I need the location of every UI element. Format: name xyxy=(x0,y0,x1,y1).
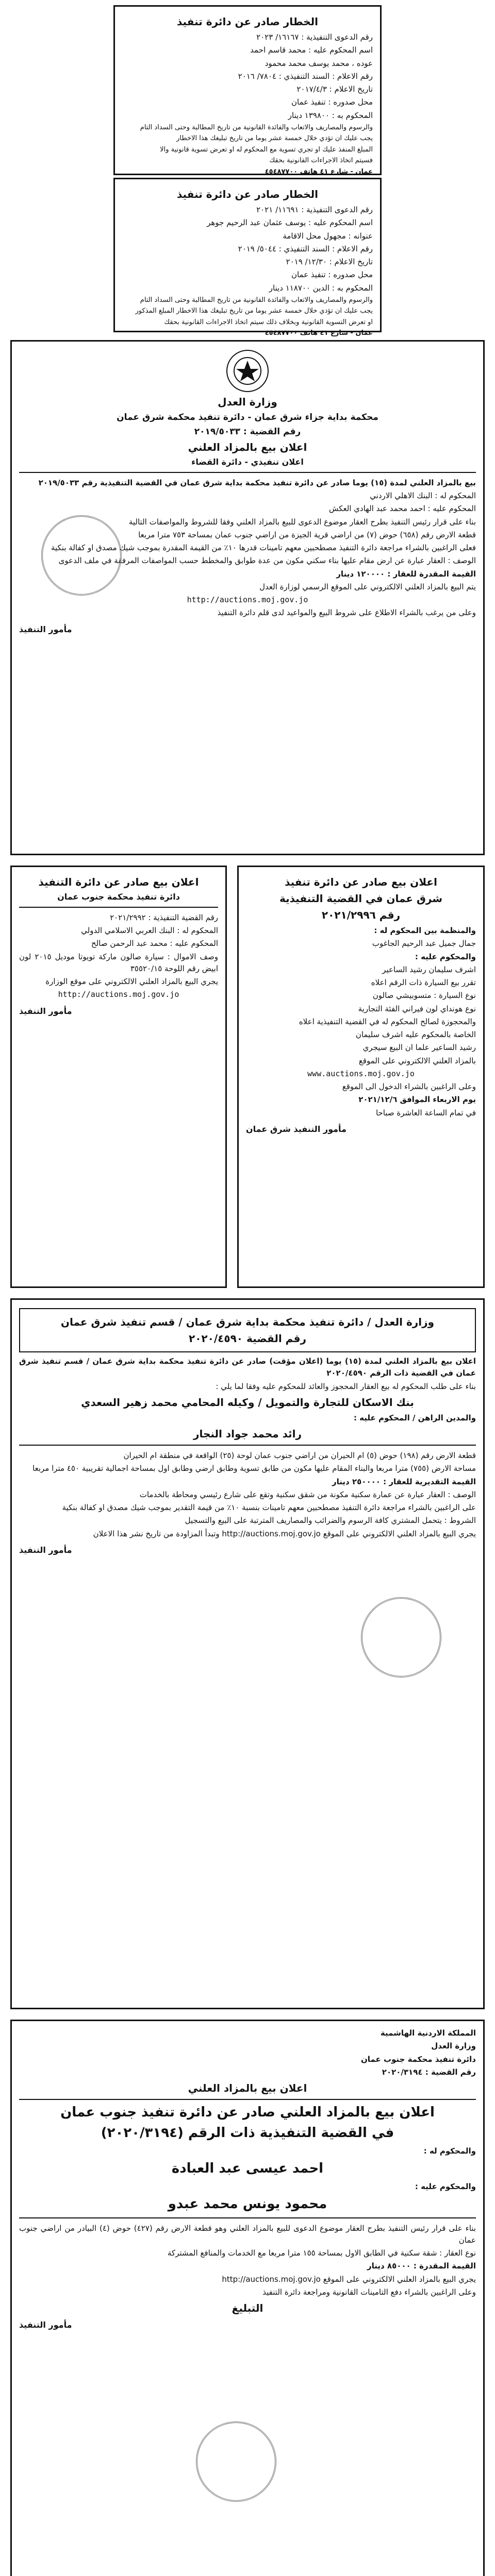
notice3b-vehicle-color: نوع هونداي لون فيراني الفئة التجارية xyxy=(358,1004,476,1013)
notice1-ruling-date: تاريخ الاعلام : ٢٠١٧/٤/٣ xyxy=(296,84,373,94)
notice4-request: بناء على طلب المحكوم له بيع العقار المحجوز والعائد للمحكوم عليه وفقا لما يلي : xyxy=(216,1381,476,1391)
notice4-deposit: على الراغبين بالشراء مراجعة دائرة التنفيذ مصطحبين معهم تامينات بنسبة ١٠٪ من قيمة التقدير بموجب شيك مصدق او كفالة بنكية xyxy=(62,1503,476,1512)
notice5-online: يجري البيع بالمزاد العلني الالكتروني على الموقع http://auctions.moj.gov.jo xyxy=(222,2274,476,2284)
notice3b-plaintiff: جمال جميل عبد الرحيم الجاغوب xyxy=(372,939,476,948)
notice5-kingdom: المملكة الاردنية الهاشمية xyxy=(380,2028,476,2038)
notice1-address: عمان - شارع ٤١ هاتف ٤٥٤٨٧٧٠٠ xyxy=(265,167,373,176)
notice2-online: يتم البيع بالمزاد العلني الالكتروني على الموقع الرسمي لوزارة العدل xyxy=(259,582,476,591)
notice2-signature: مأمور التنفيذ xyxy=(19,624,72,634)
notice5-ministry: وزارة العدل xyxy=(431,2041,476,2051)
notice3b-defendant: اشرف سليمان رشيد الساعير xyxy=(382,964,476,974)
notice1b-ruling-number: رقم الاعلام : السند التنفيذي : ٥٠٤٤/ ٢٠١٩ xyxy=(238,244,373,253)
notice3b-decision: تقرر بيع السيارة ذات الرقم اعلاه xyxy=(371,978,476,987)
notice3-defendant: المحكوم عليه : محمد عبد الرحمن صالح xyxy=(91,939,218,948)
notice2-court: محكمة بداية جزاء شرق عمان - دائرة تنفيذ محكمة شرق عمان xyxy=(117,412,378,422)
notice3b-seized: والمحجوزة لصالح المحكوم له في القضية التنفيذية اعلاه xyxy=(299,1016,476,1026)
notice3b-plaintiff-label: والمنظمة بين المحكوم له : xyxy=(374,926,476,935)
notice1-defendant: اسم المحكوم عليه : محمد قاسم احمد xyxy=(250,45,373,55)
notice5-heading: اعلان بيع بالمزاد العلني xyxy=(188,2082,307,2094)
notice1-issued-at: محل صدوره : تنفيذ عمان xyxy=(291,97,373,107)
notice3b-owner: الخاصة بالمحكوم عليه اشرف سليمان xyxy=(355,1030,476,1039)
notice5-notification: التبليغ xyxy=(232,2302,263,2315)
notice5-property: نوع العقار : شقة سكنية في الطابق الاول بمساحة ١٥٥ مترا مربعا مع الخدمات والمنافع المشتركة xyxy=(167,2248,476,2258)
notice2-ministry: وزارة العدل xyxy=(218,396,277,408)
notice4-value: القيمة التقديرية للعقار : ٢٥٠٠٠٠ دينار xyxy=(332,1477,476,1486)
notice4-intro: اعلان بيع بالمزاد العلني لمدة (١٥) يوما (اعلان مؤقت) صادر عن دائرة تنفيذ محكمة بداية شرق عمان / قسم تنفيذ شرق عمان في القضية ذات الرقم ٢٠٢٠/٤٥٩٠ xyxy=(19,1357,476,1378)
notice5-defendant: محمود يونس محمد عبدو xyxy=(168,2196,327,2212)
notice3-signature: مأمور التنفيذ xyxy=(19,1006,72,1016)
notice2-value: القيمة المقدرة للعقار : ١٢٠٠٠٠ دينار xyxy=(336,569,476,579)
notice1-case-number: رقم الدعوى التنفيذية : ١٦١٦٧/ ٢٠٢٣ xyxy=(256,32,373,42)
notice3b-heading: اعلان بيع صادر عن دائرة تنفيذ xyxy=(285,876,437,888)
notice1-heading: الخطار صادر عن دائرة تنفيذ xyxy=(176,15,319,28)
notice2-deposit: فعلى الراغبين بالشراء مراجعة دائرة التنفيذ مصطحبين معهم تامينات قدرها ١٠٪ من القيمة المقدرة بموجب شيك مصدق او كفالة بنكية xyxy=(51,543,476,553)
notice1b-instruction-2: او تعرض التسوية القانونية وبخلاف ذلك سيتم اتخاذ الاجراءات القانونية بحقك xyxy=(164,318,373,326)
notice2-case-number: رقم القضية : ٢٠١٩/٥٠٣٣ xyxy=(194,427,301,437)
ministry-emblem xyxy=(226,350,269,392)
notice4-online: يجري البيع بالمزاد العلني الالكتروني على الموقع http://auctions.moj.gov.jo وتبدأ المزاودة من تاريخ نشر هذا الاعلان xyxy=(93,1529,476,1538)
notice1-amount: المحكوم به : ١٣٩٨٠٠ دينار xyxy=(288,110,373,120)
notice3b-owner-2: رشيد الساعير علما ان البيع سيجري xyxy=(362,1043,476,1053)
notice4-property: قطعة الارض رقم (١٩٨) حوض (٥) ام الحيران من اراضي جنوب عمان لوحة (٢٥) الواقعة في منطقة ام الحيران xyxy=(123,1451,476,1460)
notice2-plaintiff: المحكوم له : البنك الاهلي الاردني xyxy=(370,491,476,501)
notice5-plaintiff-label: والمحكوم له : xyxy=(423,2146,476,2156)
notice4-plaintiff: بنك الاسكان للتجارة والتمويل / وكيله المحامي محمد زهير السعدي xyxy=(81,1396,414,1409)
watermark-stamp xyxy=(196,2421,276,2502)
notice-auction-east-amman xyxy=(10,340,485,855)
notice2-property: قطعة الارض رقم (٦٥٨) حوض (٧) من اراضي قرية الجيزة من اراضي جنوب عمان بمساحة ٧٥٣ مترا مربعا xyxy=(138,530,476,539)
notice5-value: القيمة المقدرة : ٨٥٠٠٠ دينار xyxy=(367,2261,476,2271)
notice5-title-2: في القضية التنفيذية ذات الرقم (٢٠٢٠/٣١٩٤) xyxy=(101,2125,394,2141)
notice3-online: يجري البيع بالمزاد العلني الالكتروني على موقع الوزارة xyxy=(45,977,218,987)
notice1-instruction: يجب عليك ان تؤدي خلال خمسة عشر يوما من تاريخ تبليغك هذا الاخطار xyxy=(176,134,373,143)
notice3b-defendant-label: والمحكوم عليه : xyxy=(415,952,476,961)
notice5-signature: مأمور التنفيذ xyxy=(19,2320,72,2330)
notice-enforcement-2 xyxy=(113,178,382,337)
notice5-defendant-label: والمحكوم عليه : xyxy=(415,2181,476,2191)
notice4-header: وزارة العدل / دائرة تنفيذ محكمة بداية شرق عمان / قسم تنفيذ شرق عمان xyxy=(60,1316,435,1328)
notice5-plaintiff: احمد عيسى عبد العبادة xyxy=(171,2160,324,2176)
notice3-court: دائرة تنفيذ محكمة جنوب عمان xyxy=(57,892,180,902)
notice3b-vehicle-type: نوع السيارة : متسوبيشي صالون xyxy=(372,991,476,1001)
notice1b-office: عمان - شارع ٤١ هاتف ٤٥٤٨٧٧٠٠ xyxy=(265,329,373,337)
watermark-stamp xyxy=(361,1597,441,1677)
notice3b-instruction: وعلى الراغبين بالشراء الدخول الى الموقع xyxy=(342,1082,476,1091)
notice3b-date: يوم الاربعاء الموافق ٢٠٢١/١٢/٦ xyxy=(358,1095,476,1105)
notice2-auction-url[interactable]: http://auctions.moj.gov.jo xyxy=(187,595,308,605)
notice1-defendant-2: عوده ، محمد يوسف محمد محمود xyxy=(265,58,373,68)
notice5-title: اعلان بيع بالمزاد العلني صادر عن دائرة تنفيذ جنوب عمان xyxy=(60,2105,435,2120)
notice1b-fees: والرسوم والمصاريف والاتعاب والفائدة القانونية من تاريخ المطالبة وحتى السداد التام xyxy=(140,296,373,304)
notice5-department: دائرة تنفيذ محكمة جنوب عمان xyxy=(360,2054,476,2064)
notice-vehicle-sale-east xyxy=(237,866,485,1288)
notice3-property: وصف الاموال : سيارة صالون ماركة تويوتا موديل ٢٠١٥ لون ابيض رقم اللوحة ٣٥٥٢٠/١٥ xyxy=(19,952,219,973)
notice3b-signature: مأمور التنفيذ شرق عمان xyxy=(246,1124,346,1134)
notice3b-auction-url[interactable]: www.auctions.moj.gov.jo xyxy=(307,1069,415,1078)
notice4-defendant: رائد محمد جواد النجار xyxy=(193,1428,302,1440)
divider xyxy=(19,1445,476,1446)
notice5-case-number: رقم القضية : ٢٠٢٠/٣١٩٤ xyxy=(382,2067,476,2077)
notice1b-amount: المحكوم به : الدين ١١٨٧٠٠ دينار xyxy=(269,283,373,293)
notice1-instruction-2: المبلغ المنفذ عليك او تجري تسوية مع المحكوم له او تعرض تسوية قانونية والا xyxy=(160,145,373,154)
divider xyxy=(19,907,218,908)
notice4-conditions: الشروط : يتحمل المشتري كافة الرسوم والضرائب والمصاريف المترتبة على البيع والتسجيل xyxy=(185,1516,476,1526)
notice1b-issued-at: محل صدوره : تنفيذ عمان xyxy=(291,270,373,280)
notice3b-online: بالمزاد العلني الالكتروني على الموقع xyxy=(358,1056,476,1065)
notice2-defendant: المحكوم عليه : احمد محمد عبد الهادي العكش xyxy=(329,504,476,514)
notice4-area: مساحة الارض (٧٥٥) مترا مربعا والبناء المقام عليها مكون من طابق تسوية وطابق ارضي وطابق اول بمساحة اجمالية تقريبية ٤٥٠ مترا مربعا xyxy=(32,1464,476,1473)
divider xyxy=(19,2099,476,2100)
watermark-stamp xyxy=(41,515,122,596)
notice3-case-number: رقم القضية التنفيذية : ٢٠٢١/٢٩٩٢ xyxy=(110,912,218,922)
notice4-defendant-label: والمدين الراهن / المحكوم عليه : xyxy=(353,1413,476,1422)
notice4-case-number: رقم القضية ٢٠٢٠/٤٥٩٠ xyxy=(189,1332,306,1345)
notice1b-case-number: رقم الدعوى التنفيذية : ١١٦٩١/ ٢٠٢١ xyxy=(256,205,373,214)
notice1b-ruling-date: تاريخ الاعلام : ١٢/٣٠/ ٢٠١٩ xyxy=(286,257,373,266)
notice1-ruling-number: رقم الاعلام : السند التنفيذي : ٧٨٠٤/ ٢٠١٦ xyxy=(238,71,373,81)
notice3b-heading-2: شرق عمان في القضية التنفيذية xyxy=(279,892,443,905)
notice3-heading: اعلان بيع صادر عن دائرة التنفيذ xyxy=(38,876,199,888)
notice4-description: الوصف : العقار عبارة عن عمارة سكنية مكونة من شقق سكنية وتقع على شارع رئيسي ومحاطة بالخدمات xyxy=(139,1489,476,1499)
notice2-description: الوصف : العقار عبارة عن ارض مقام عليها بناء سكني مكون من عدة طوابق والمخطط حسب المواصفات المرفقة في ملف الدعوى xyxy=(58,556,476,566)
notice3-plaintiff: المحكوم له : البنك العربي الاسلامي الدولي xyxy=(81,926,218,936)
notice1-instruction-3: فسيتم اتخاذ الاجراءات القانونية بحقك xyxy=(269,157,373,165)
notice1-fees: والرسوم والمصاريف والاتعاب والفائدة القانونية من تاريخ المطالبة وحتى السداد التام xyxy=(140,123,373,131)
notice1b-address: عنوانه : مجهول محل الاقامة xyxy=(283,231,373,241)
divider xyxy=(19,2217,476,2218)
notice2-decision: بناء على قرار رئيس التنفيذ بطرح العقار موضوع الدعوى للبيع بالمزاد العلني وفقا للشروط والمواصفات التالية xyxy=(128,517,476,527)
notice5-decision: بناء على قرار رئيس التنفيذ بطرح العقار موضوع الدعوى للبيع بالمزاد العلني وهو قطعة الارض رقم (٤٢٧) حوض (٤) البيادر من اراضي جنوب عمان xyxy=(19,2223,476,2245)
notice2-heading: اعلان بيع بالمزاد العلني xyxy=(188,441,307,454)
notice3b-case-number: رقم ٢٠٢١/٢٩٩٦ xyxy=(321,909,401,921)
notice4-signature: مأمور التنفيذ xyxy=(19,1545,72,1555)
notice5-deposit: وعلى الراغبين بالشراء دفع التامينات القانونية ومراجعة دائرة التنفيذ xyxy=(262,2287,476,2297)
notice1b-instruction: يجب عليك ان تؤدي خلال خمسة عشر يوما من تاريخ تبليغك هذا الاخطار المبلغ المذكور xyxy=(135,307,373,315)
notice2-terms: وعلى من يرغب بالشراء الاطلاع على شروط البيع والمواعيد لدى قلم دائرة التنفيذ xyxy=(217,608,476,618)
notice-enforcement-1 xyxy=(113,5,382,175)
notice3b-time: في تمام الساعة العاشرة صباحا xyxy=(375,1108,476,1117)
notice1b-heading: الخطار صادر عن دائرة تنفيذ xyxy=(176,188,319,200)
notice-vehicle-sale-south xyxy=(10,866,227,1288)
notice2-subheading: اعلان تنفيذي - دائرة القضاء xyxy=(191,457,304,467)
notice2-intro: بيع بالمزاد العلني لمدة (١٥) يوما صادر عن دائرة تنفيذ محكمة بداية شرق عمان في القضية التنفيذية رقم ٢٠١٩/٥٠٣٣ xyxy=(38,478,476,487)
notice3-auction-url[interactable]: http://auctions.moj.gov.jo xyxy=(58,990,179,999)
divider xyxy=(19,472,476,473)
notice1b-defendant: اسم المحكوم عليه : يوسف عثمان عبد الرحيم جوهر xyxy=(207,218,373,228)
